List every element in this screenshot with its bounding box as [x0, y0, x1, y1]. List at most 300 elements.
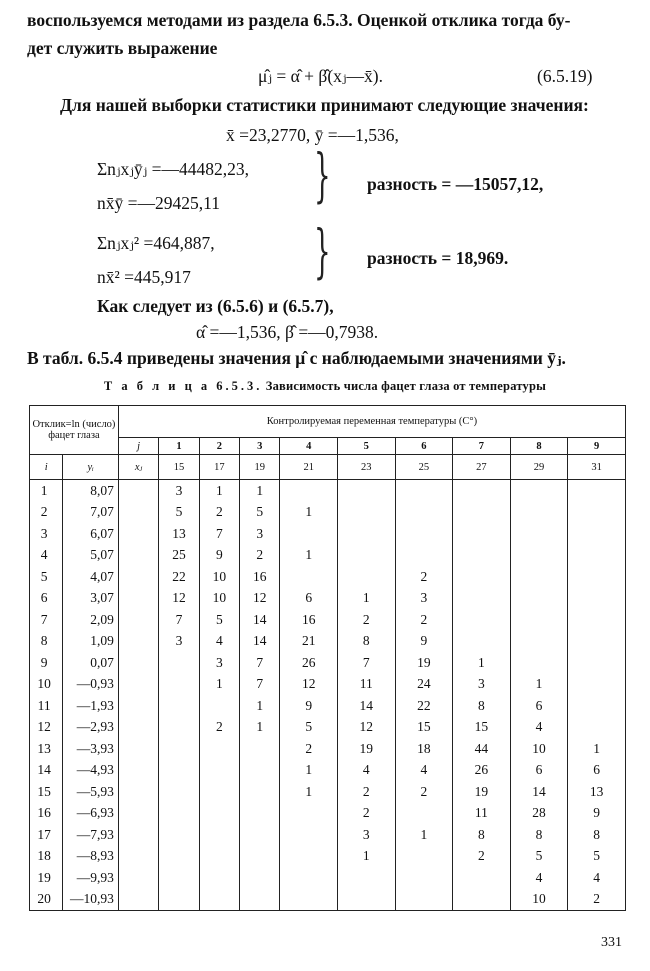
table-row	[30, 588, 626, 610]
table-caption-label: Т а б л и ц а 6.5.3.	[103, 379, 263, 393]
count-cell	[395, 846, 453, 868]
response-value: —10,93	[63, 889, 119, 911]
count-cell: 8	[338, 631, 396, 653]
count-cell: 3	[159, 480, 199, 502]
count-cell: 21	[280, 631, 338, 653]
count-cell	[199, 695, 239, 717]
count-cell	[568, 717, 626, 739]
count-cell	[510, 480, 568, 502]
count-cell: 7	[240, 674, 280, 696]
count-cell: 2	[395, 781, 453, 803]
x-empty-cell	[118, 631, 158, 653]
col-number: 6	[395, 438, 453, 455]
count-cell: 4	[338, 760, 396, 782]
table-row	[30, 717, 626, 739]
count-cell: 13	[159, 523, 199, 545]
count-cell	[453, 545, 511, 567]
table-row	[30, 889, 626, 911]
count-cell: 8	[568, 824, 626, 846]
count-cell: 1	[280, 760, 338, 782]
x-empty-cell	[118, 824, 158, 846]
count-cell	[510, 588, 568, 610]
row-index: 9	[30, 652, 63, 674]
count-cell: 18	[395, 738, 453, 760]
count-cell	[568, 588, 626, 610]
count-cell	[240, 867, 280, 889]
response-value: 4,07	[63, 566, 119, 588]
count-cell	[280, 867, 338, 889]
count-cell: 15	[453, 717, 511, 739]
temperature: 15	[159, 455, 199, 480]
x-empty-cell	[118, 674, 158, 696]
table-row	[30, 695, 626, 717]
response-header: Отклик=ln (число) фацет глаза	[30, 406, 119, 455]
col-number: 2	[199, 438, 239, 455]
text-line-1: воспользуемся методами из раздела 6.5.3. Оценкой отклика тогда бу-	[27, 10, 571, 30]
row-index: 13	[30, 738, 63, 760]
data-table	[29, 405, 626, 911]
count-cell: 2	[199, 717, 239, 739]
count-cell	[159, 889, 199, 911]
temperature: 21	[280, 455, 338, 480]
count-cell	[568, 502, 626, 524]
count-cell: 4	[199, 631, 239, 653]
response-value: 1,09	[63, 631, 119, 653]
row-index: 3	[30, 523, 63, 545]
col-number: 9	[568, 438, 626, 455]
x-empty-cell	[118, 652, 158, 674]
count-cell	[199, 760, 239, 782]
count-cell	[338, 889, 396, 911]
count-cell	[453, 609, 511, 631]
x-empty-cell	[118, 717, 158, 739]
count-cell: 2	[240, 545, 280, 567]
temperature: 29	[510, 455, 568, 480]
text-line-4: Как следует из (6.5.6) и (6.5.7),	[97, 296, 334, 316]
x-empty-cell	[118, 889, 158, 911]
count-cell: 19	[453, 781, 511, 803]
count-cell	[338, 867, 396, 889]
table-row	[30, 824, 626, 846]
count-cell: 1	[338, 588, 396, 610]
count-cell	[159, 738, 199, 760]
count-cell: 1	[395, 824, 453, 846]
x-empty-cell	[118, 695, 158, 717]
count-cell	[338, 480, 396, 502]
means-formula: x̄ =23,2770, ȳ =—1,536,	[226, 125, 399, 145]
text-line-5: В табл. 6.5.4 приведены значения μ̂ с наблюдаемыми значениями ȳⱼ.	[27, 348, 566, 368]
count-cell: 12	[159, 588, 199, 610]
response-value: —9,93	[63, 867, 119, 889]
response-value: 7,07	[63, 502, 119, 524]
i-label: i	[30, 455, 63, 480]
count-cell: 5	[568, 846, 626, 868]
count-cell	[240, 803, 280, 825]
response-value: 8,07	[63, 480, 119, 502]
count-cell	[568, 566, 626, 588]
count-cell	[453, 631, 511, 653]
count-cell: 2	[453, 846, 511, 868]
count-cell: 12	[240, 588, 280, 610]
count-cell	[199, 824, 239, 846]
count-cell	[240, 846, 280, 868]
count-cell	[280, 803, 338, 825]
count-cell: 14	[240, 631, 280, 653]
count-cell	[510, 545, 568, 567]
count-cell: 2	[199, 502, 239, 524]
count-cell: 22	[395, 695, 453, 717]
count-cell: 8	[453, 695, 511, 717]
count-cell: 3	[453, 674, 511, 696]
count-cell	[568, 631, 626, 653]
count-cell	[280, 480, 338, 502]
count-cell: 5	[159, 502, 199, 524]
count-cell: 1	[280, 502, 338, 524]
count-cell: 8	[453, 824, 511, 846]
count-cell: 2	[395, 566, 453, 588]
count-cell: 12	[338, 717, 396, 739]
count-cell	[240, 781, 280, 803]
count-cell: 1	[280, 781, 338, 803]
count-cell	[568, 674, 626, 696]
count-cell	[159, 674, 199, 696]
count-cell	[280, 846, 338, 868]
sum-x2-formula: Σnⱼxⱼ² =464,887,	[97, 233, 215, 253]
response-value: 0,07	[63, 652, 119, 674]
count-cell	[240, 738, 280, 760]
temperature: 19	[240, 455, 280, 480]
response-value: 3,07	[63, 588, 119, 610]
count-cell	[510, 609, 568, 631]
count-cell: 1	[240, 717, 280, 739]
x-empty-cell	[118, 588, 158, 610]
x-empty-cell	[118, 738, 158, 760]
count-cell	[453, 588, 511, 610]
table-row	[30, 760, 626, 782]
count-cell	[338, 566, 396, 588]
table-row	[30, 502, 626, 524]
row-index: 16	[30, 803, 63, 825]
table-row	[30, 566, 626, 588]
row-index: 17	[30, 824, 63, 846]
count-cell: 26	[280, 652, 338, 674]
count-cell: 6	[510, 760, 568, 782]
count-cell: 3	[159, 631, 199, 653]
response-value: —6,93	[63, 803, 119, 825]
count-cell: 6	[568, 760, 626, 782]
count-cell: 2	[568, 889, 626, 911]
count-cell: 1	[240, 695, 280, 717]
count-cell	[510, 566, 568, 588]
formula-6-5-19: μ̂ⱼ = α̂ + β̂(xⱼ—x̄).	[258, 66, 383, 86]
count-cell	[568, 523, 626, 545]
col-number: 7	[453, 438, 511, 455]
count-cell	[159, 867, 199, 889]
row-index: 14	[30, 760, 63, 782]
count-cell	[453, 889, 511, 911]
count-cell	[199, 867, 239, 889]
count-cell	[338, 523, 396, 545]
count-cell	[568, 652, 626, 674]
count-cell	[510, 631, 568, 653]
x-empty-cell	[118, 760, 158, 782]
count-cell: 4	[510, 717, 568, 739]
count-cell: 4	[395, 760, 453, 782]
table-row	[30, 523, 626, 545]
count-cell: 7	[338, 652, 396, 674]
difference-2: разность = 18,969.	[367, 248, 509, 268]
row-index: 12	[30, 717, 63, 739]
count-cell: 3	[395, 588, 453, 610]
y-label: yᵢ	[63, 455, 119, 480]
count-cell: 9	[199, 545, 239, 567]
response-value: 6,07	[63, 523, 119, 545]
count-cell	[338, 545, 396, 567]
count-cell: 7	[240, 652, 280, 674]
count-cell: 28	[510, 803, 568, 825]
count-cell: 14	[240, 609, 280, 631]
response-value: —7,93	[63, 824, 119, 846]
count-cell: 3	[240, 523, 280, 545]
count-cell: 5	[510, 846, 568, 868]
x-empty-cell	[118, 523, 158, 545]
col-number: 5	[338, 438, 396, 455]
row-index: 18	[30, 846, 63, 868]
count-cell	[159, 652, 199, 674]
count-cell: 19	[395, 652, 453, 674]
count-cell	[395, 480, 453, 502]
count-cell	[240, 824, 280, 846]
row-index: 7	[30, 609, 63, 631]
col-number: 8	[510, 438, 568, 455]
count-cell	[199, 803, 239, 825]
count-cell	[280, 566, 338, 588]
count-cell: 2	[395, 609, 453, 631]
table-row	[30, 545, 626, 567]
nx2-formula: nx̄² =445,917	[97, 267, 191, 287]
count-cell: 4	[510, 867, 568, 889]
response-value: —1,93	[63, 695, 119, 717]
count-cell: 9	[568, 803, 626, 825]
count-cell: 1	[280, 545, 338, 567]
count-cell	[568, 480, 626, 502]
count-cell: 12	[280, 674, 338, 696]
count-cell	[568, 695, 626, 717]
brace-1: }	[314, 141, 331, 209]
row-index: 6	[30, 588, 63, 610]
count-cell	[338, 502, 396, 524]
count-cell	[159, 695, 199, 717]
x-empty-cell	[118, 803, 158, 825]
table-row	[30, 738, 626, 760]
count-cell: 1	[240, 480, 280, 502]
count-cell: 14	[338, 695, 396, 717]
count-cell: 1	[453, 652, 511, 674]
count-cell: 10	[199, 566, 239, 588]
count-cell: 1	[199, 674, 239, 696]
response-value: —8,93	[63, 846, 119, 868]
count-cell: 4	[568, 867, 626, 889]
count-cell	[395, 803, 453, 825]
count-cell: 1	[568, 738, 626, 760]
text-line-3: Для нашей выборки статистики принимают следующие значения:	[60, 95, 589, 115]
count-cell: 8	[510, 824, 568, 846]
row-index: 2	[30, 502, 63, 524]
count-cell	[280, 889, 338, 911]
count-cell: 15	[395, 717, 453, 739]
count-cell	[453, 502, 511, 524]
row-index: 1	[30, 480, 63, 502]
x-empty-cell	[118, 502, 158, 524]
count-cell	[395, 889, 453, 911]
x-empty-cell	[118, 545, 158, 567]
temperature: 27	[453, 455, 511, 480]
count-cell	[453, 566, 511, 588]
temperature: 25	[395, 455, 453, 480]
count-cell: 5	[199, 609, 239, 631]
count-cell	[159, 781, 199, 803]
count-cell: 11	[338, 674, 396, 696]
table-row	[30, 781, 626, 803]
row-index: 15	[30, 781, 63, 803]
row-index: 10	[30, 674, 63, 696]
col-number: 3	[240, 438, 280, 455]
count-cell	[159, 846, 199, 868]
count-cell: 2	[338, 609, 396, 631]
temperature: 17	[199, 455, 239, 480]
row-index: 4	[30, 545, 63, 567]
response-value: 2,09	[63, 609, 119, 631]
count-cell: 24	[395, 674, 453, 696]
estimates-formula: α̂ =—1,536, β̂ =—0,7938.	[196, 322, 379, 342]
count-cell: 3	[338, 824, 396, 846]
count-cell: 44	[453, 738, 511, 760]
table-row	[30, 674, 626, 696]
table-row	[30, 609, 626, 631]
row-index: 5	[30, 566, 63, 588]
j-label: j	[118, 438, 158, 455]
table-row	[30, 803, 626, 825]
x-empty-cell	[118, 480, 158, 502]
count-cell: 7	[199, 523, 239, 545]
count-cell: 25	[159, 545, 199, 567]
count-cell: 11	[453, 803, 511, 825]
count-cell: 13	[568, 781, 626, 803]
nxy-formula: nx̄ȳ =—29425,11	[97, 193, 220, 213]
response-value: —0,93	[63, 674, 119, 696]
count-cell	[280, 824, 338, 846]
count-cell	[453, 867, 511, 889]
control-header: Контролируемая переменная температуры (С°)	[118, 406, 625, 438]
count-cell	[159, 760, 199, 782]
count-cell	[199, 781, 239, 803]
count-cell	[240, 889, 280, 911]
count-cell: 19	[338, 738, 396, 760]
count-cell	[395, 867, 453, 889]
table-row	[30, 867, 626, 889]
x-empty-cell	[118, 846, 158, 868]
x-empty-cell	[118, 867, 158, 889]
count-cell: 3	[199, 652, 239, 674]
table-row	[30, 652, 626, 674]
count-cell: 16	[240, 566, 280, 588]
count-cell	[395, 502, 453, 524]
count-cell: 14	[510, 781, 568, 803]
count-cell	[510, 523, 568, 545]
x-empty-cell	[118, 781, 158, 803]
count-cell: 2	[280, 738, 338, 760]
count-cell: 2	[338, 781, 396, 803]
count-cell: 16	[280, 609, 338, 631]
temperature: 23	[338, 455, 396, 480]
count-cell: 2	[338, 803, 396, 825]
response-value: —4,93	[63, 760, 119, 782]
response-value: —2,93	[63, 717, 119, 739]
count-cell	[199, 846, 239, 868]
count-cell: 5	[280, 717, 338, 739]
col-number: 4	[280, 438, 338, 455]
count-cell	[159, 824, 199, 846]
difference-1: разность = —15057,12,	[367, 174, 544, 194]
count-cell	[240, 760, 280, 782]
table-row	[30, 846, 626, 868]
text-line-2: дет служить выражение	[27, 38, 218, 58]
row-index: 8	[30, 631, 63, 653]
sum-xy-formula: Σnⱼxⱼȳⱼ =—44482,23,	[97, 159, 250, 179]
count-cell: 6	[280, 588, 338, 610]
table-caption-text: Зависимость числа фацет глаза от температуры	[265, 379, 547, 393]
count-cell: 26	[453, 760, 511, 782]
count-cell	[159, 803, 199, 825]
count-cell	[159, 717, 199, 739]
count-cell: 1	[510, 674, 568, 696]
page-number: 331	[601, 935, 622, 950]
count-cell	[199, 889, 239, 911]
count-cell	[199, 738, 239, 760]
count-cell	[453, 523, 511, 545]
count-cell: 10	[510, 738, 568, 760]
count-cell: 6	[510, 695, 568, 717]
brace-2: }	[314, 217, 331, 285]
formula-number: (6.5.19)	[537, 66, 593, 86]
count-cell	[510, 502, 568, 524]
table-row	[30, 631, 626, 653]
table-row	[30, 480, 626, 502]
count-cell: 5	[240, 502, 280, 524]
count-cell: 9	[280, 695, 338, 717]
response-value: —5,93	[63, 781, 119, 803]
response-value: 5,07	[63, 545, 119, 567]
table-caption	[0, 379, 650, 394]
x-empty-cell	[118, 566, 158, 588]
count-cell	[453, 480, 511, 502]
count-cell	[395, 523, 453, 545]
count-cell: 10	[199, 588, 239, 610]
x-empty-cell	[118, 609, 158, 631]
temperature: 31	[568, 455, 626, 480]
count-cell: 1	[338, 846, 396, 868]
response-value: —3,93	[63, 738, 119, 760]
row-index: 11	[30, 695, 63, 717]
count-cell: 9	[395, 631, 453, 653]
count-cell: 1	[199, 480, 239, 502]
count-cell	[568, 545, 626, 567]
count-cell	[395, 545, 453, 567]
count-cell: 7	[159, 609, 199, 631]
row-index: 20	[30, 889, 63, 911]
count-cell: 10	[510, 889, 568, 911]
count-cell	[510, 652, 568, 674]
